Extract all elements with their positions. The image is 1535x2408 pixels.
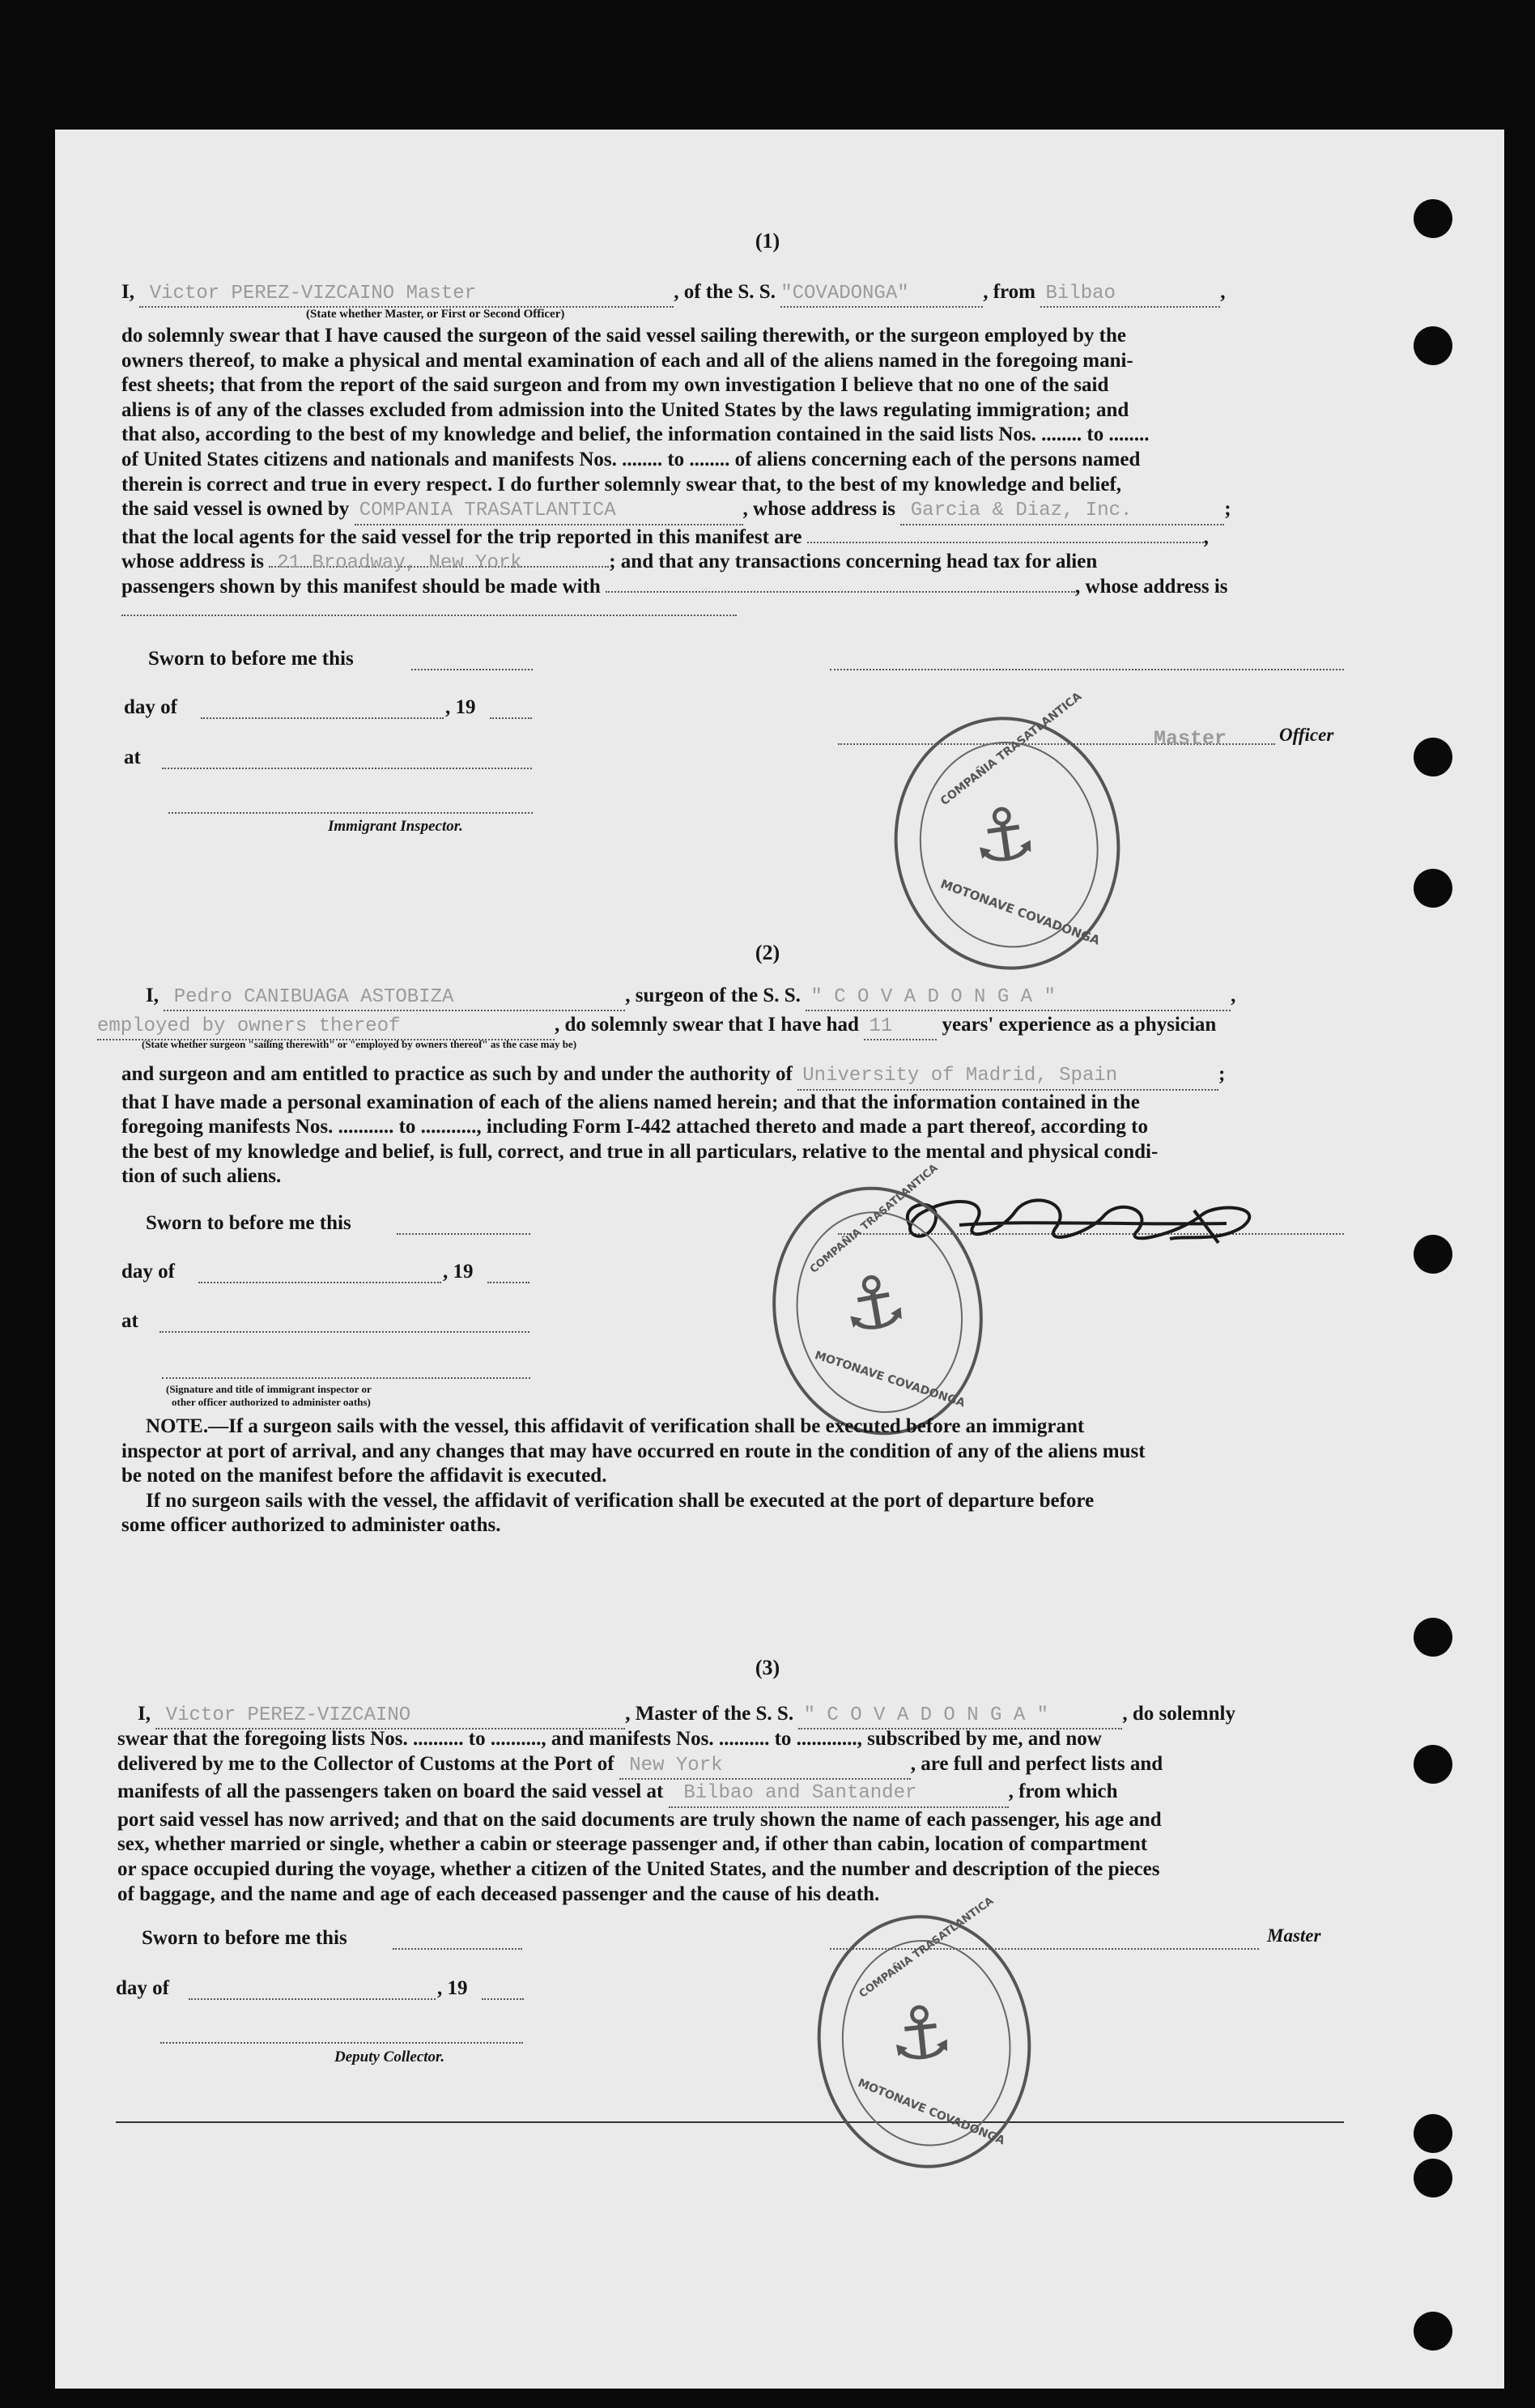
section-1-body: do solemnly swear that I have caused the surgeon of the said vessel sailing therewith, or the surgeon employed by the owners thereof, to make a physical and mental examination of each and all of the aliens named in the foregoing mani- fest sheets; that from the report of the said surgeon and from my own investigation I believe that no one of the said aliens is of any of the classes excluded from admission into the United States by the laws regulating immigration; and that also, according to the best of my knowledge and belief, the information contained in the said lists Nos. ........ to ........ of United States citizens and nationals and manifests Nos. ........ to ........ of aliens concerning each of the persons named therein is correct and true in every respect. I do further solemnly swear that, to the best of my knowledge and belief, the said vessel is owned by COMPANIA TRASATLANTICA , whose address is Garcia & Diaz, Inc. ; that the local agents for the said vessel for the trip reported in this manifest are , whose address is 21 Broadway, New York ; and that any transactions concerning head tax for alien passengers shown by this manifest should be made with , whose address is [121,325,1231,598]
section-1-year-line [490,717,532,719]
section-1-signature-line [830,669,1344,670]
binder-hole [1414,2312,1452,2351]
section-2-day-line [198,1282,441,1283]
section-1-year: , 19 [445,696,476,718]
anchor-icon: ⚓ [965,789,1043,883]
section-2-sworn: Sworn to before me this [146,1212,351,1234]
section-2-year-line [487,1282,529,1283]
section-2-sig-caption-2: other officer authorized to administer oaths) [172,1396,371,1408]
section-2-at-line [159,1331,529,1333]
binder-hole [1414,1745,1452,1784]
binder-hole [1414,1235,1452,1274]
stamp-top-text: COMPAÑIA TRASATLANTICA [807,1162,941,1276]
binder-hole [1414,1618,1452,1657]
section-1-sworn: Sworn to before me this [148,648,354,670]
section-3-sworn-line [393,1948,522,1950]
section-1-officer-label: Officer [1279,725,1334,745]
section-2-number: (2) [755,941,780,964]
section-1-at: at [124,747,141,768]
section-2-signature-title-line [162,1377,530,1379]
section-3-day: day of [116,1977,169,1999]
section-3-master-label: Master [1267,1925,1321,1946]
binder-hole [1414,2114,1452,2153]
section-1-day: day of [124,696,177,718]
binder-hole [1414,326,1452,365]
section-2-day: day of [121,1261,175,1283]
section-2-sig-caption-1: (Signature and title of immigrant inspector or [166,1383,372,1395]
section-1-address-line [121,615,737,616]
binder-hole [1414,869,1452,908]
section-3-line-1: I, Victor PEREZ-VIZCAINO , Master of the S. S. " C O V A D O N G A " , do solemnly [117,1702,1344,1729]
section-1-at-line [162,768,532,769]
section-3-sworn: Sworn to before me this [142,1927,347,1949]
anchor-icon: ⚓ [883,1988,958,2080]
section-1-line-1: I, Victor PEREZ-VIZCAINO Master , of the S. S. "COVADONGA" , from Bilbao , [121,280,1344,308]
section-2-line-1: I, Pedro CANIBUAGA ASTOBIZA , surgeon of the S. S. " C O V A D O N G A " , [121,984,1344,1011]
section-1-sworn-line [411,669,533,670]
section-1-day-line [201,717,444,719]
anchor-icon: ⚓ [834,1256,914,1351]
section-2-caption: (State whether surgeon "sailing therewith" or "employed by owners thereof" as the case may be) [142,1038,577,1050]
stamp-bottom-text: MOTONAVE COVADONGA [938,876,1102,948]
section-1-inspector-line [168,812,533,814]
section-2-sworn-line [397,1233,530,1235]
binder-hole [1414,2159,1452,2197]
stamp-bottom-text: MOTONAVE COVADONGA [813,1349,967,1410]
section-2-body: and surgeon and am entitled to practice as such by and under the authority of University of Madrid, Spain ; that I have made a personal examination of each of the aliens named herein; and that the information contained in the foregoing manifests Nos. ........... to ..........., including Form I-442 attached thereto and made a part thereof, according to the best of my knowledge and belief, is full, correct, and true in all particulars, relative to the mental and physical condi- tion of such aliens. [121,1063,1226,1188]
section-3-body: swear that the foregoing lists Nos. .......... to .........., and manifests Nos. .......... to ............, subscribed by me, and now delivered by me to the Collector of Customs at the Port of New York , are full and perfect lists and manifests of all the passengers taken on board the said vessel at Bilbao and Santander , from which port said vessel has now arrived; and that on the said documents are truly shown the name of each passenger, his age and sex, whether married or single, whether a cabin or steerage passenger and, if other than cabin, location of compartment or space occupied during the voyage, whether a citizen of the United States, and the number and description of the pieces of baggage, and the name and age of each deceased passenger and the cause of his death. [117,1728,1163,1905]
section-1-number: (1) [755,229,780,253]
stamp-top-text: COMPAÑIA TRASATLANTICA [938,690,1085,809]
section-2-at: at [121,1310,138,1332]
section-2-year: , 19 [443,1261,474,1283]
stamp-bottom-text: MOTONAVE COVADONGA [856,2076,1007,2148]
section-1-officer-fill: Master [1154,727,1227,751]
section-2-line-2: employed by owners thereof , do solemnly swear that I have had 11 years' experience as a physician [97,1013,1344,1040]
section-2-note: NOTE.—If a surgeon sails with the vessel, this affidavit of verification shall be executed before an immigrant inspector at port of arrival, and any changes that may have occurred en route in the condition of any of the aliens must be noted on the manifest before the affidavit is executed. If no surgeon sails with the vessel, the affidavit of verification shall be executed at the port of departure before some officer authorized to administer oaths. [121,1415,1146,1537]
section-3-year-line [482,1998,524,2000]
bottom-rule [116,2121,1344,2123]
binder-hole [1414,738,1452,776]
stamp-top-text: COMPAÑIA TRASATLANTICA [857,1895,997,2001]
section-3-collector-line [160,2042,523,2044]
section-3-collector-label: Deputy Collector. [334,2049,445,2066]
section-1-caption: (State whether Master, or First or Second Officer) [306,308,565,321]
section-3-number: (3) [755,1656,780,1679]
section-3-day-line [189,1998,436,2000]
section-3-year: , 19 [437,1977,468,1999]
section-1-inspector-label: Immigrant Inspector. [328,818,463,835]
